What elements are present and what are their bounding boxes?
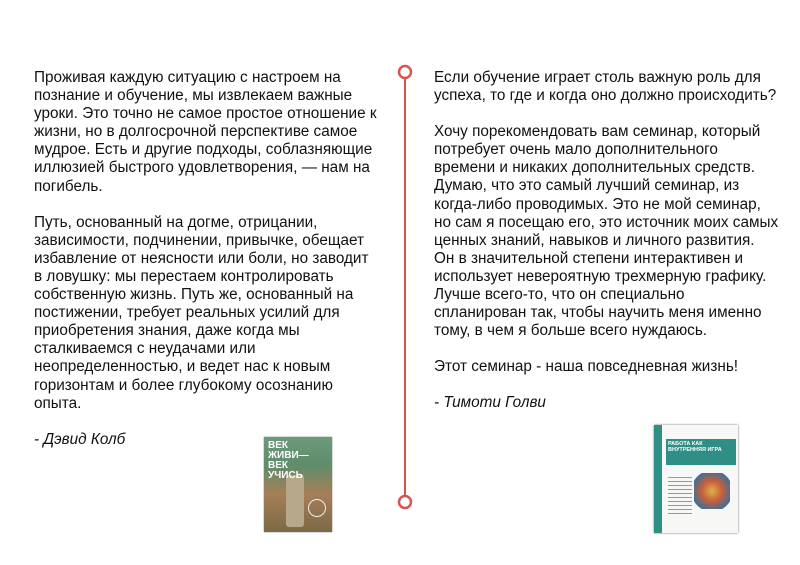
- divider-top-node: [399, 66, 411, 78]
- book-cover-gallwey: [654, 425, 738, 533]
- right-paragraph-3: Этот семинар - наша повседневная жизнь!: [434, 358, 739, 376]
- left-paragraph-1: Проживая каждую ситуацию с настроем на познание и обучение, мы извлекаем важные уроки. Это точно не самое простое отношение к жизни, но в долгосрочной перспективе самое мудрое. Есть и другие подходы, соблазняющие иллюзией быстрого удовлетворения, — нам на погибель.: [34, 69, 377, 195]
- bicycle-wheel-illustration: [308, 499, 326, 517]
- tree-illustration: [286, 475, 304, 527]
- book-spine: [654, 425, 662, 533]
- left-paragraph-2: Путь, основанный на догме, отрицании, зависимости, подчинении, привычке, обещает избавление от неясности или боли, но заводит в ловушку: мы перестаем контролировать собственную жизнь. Путь же, основанный на постижении, требует реальных усилий для приобретения знания, даже когда мы сталкиваемся с неудачами или неопределенностью, и ведет нас к новым горизонтам и более глубокому осознанию опыта.: [34, 213, 369, 412]
- right-signature: - Тимоти Голви: [434, 394, 546, 412]
- right-paragraph-2: Хочу порекомендовать вам семинар, который потребует очень мало дополнительного времени и никаких дополнительных средств. Думаю, что это самый лучший семинар, из когда-либо проводимых. Это не мой семинар, но сам я посещаю его, это источник моих самых ценных знаний, навыков и личного развития. Он в значительной степени интерактивен и использует невероятную трехмерную графику. Лучше всего-то, что он специально спланирован так, чтобы научить меня именно тому, в чем я больше всего нуждаюсь.: [434, 123, 779, 340]
- cover-illustration: [694, 473, 730, 509]
- cover-text-lines: [668, 477, 692, 517]
- left-signature: - Дэвид Колб: [34, 430, 126, 448]
- divider-bottom-node: [399, 496, 411, 508]
- timeline-divider: [397, 64, 413, 510]
- book-cover-gallwey-title: РАБОТА КАК ВНУТРЕННЯЯ ИГРА: [668, 441, 722, 453]
- left-column: [34, 69, 379, 467]
- book-cover-kolb: [264, 437, 332, 532]
- book-cover-kolb-title: ВЕК ЖИВИ— ВЕК УЧИСЬ: [268, 440, 309, 481]
- right-column: [434, 69, 779, 431]
- right-paragraph-1: Если обучение играет столь важную роль для успеха, то где и когда оно должно происходить?: [434, 69, 777, 105]
